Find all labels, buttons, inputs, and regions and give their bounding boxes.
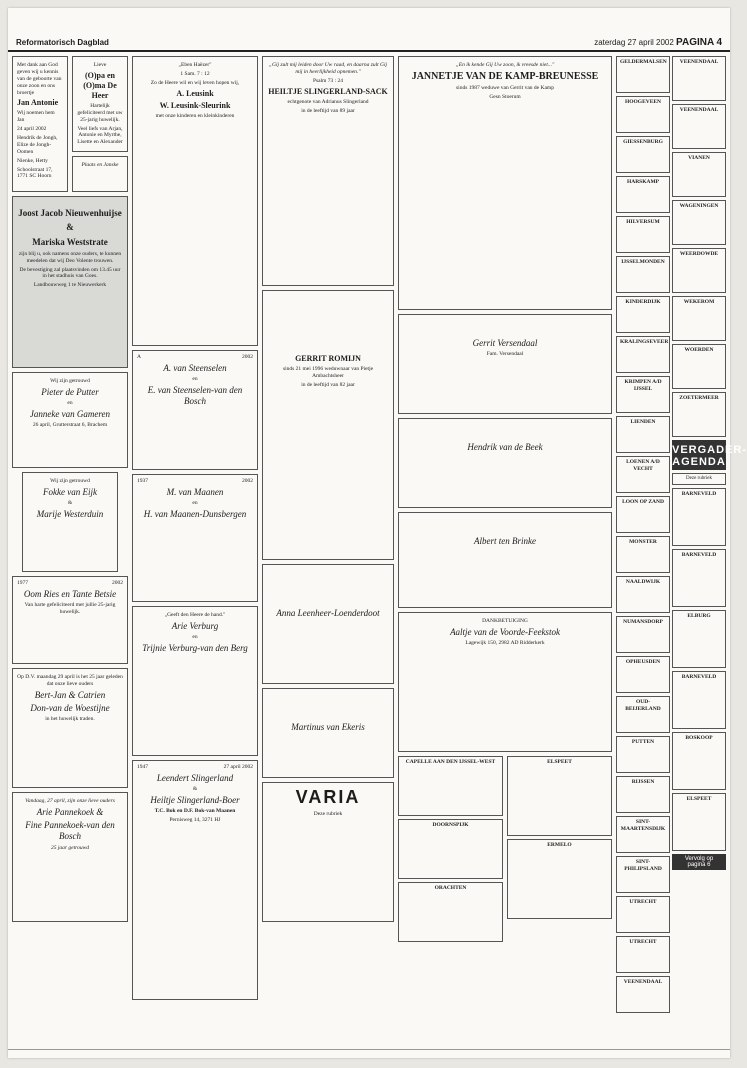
- page-header: [8, 8, 730, 52]
- birth-name: Jan Antonie: [17, 98, 59, 108]
- steensel-year-right: 2002: [242, 354, 253, 360]
- beek-name: Hendrik van de Beek: [467, 442, 543, 452]
- church-col6-top-item-name: WAGENINGEN: [679, 203, 719, 209]
- church-col6-top-item: [672, 200, 726, 245]
- maanen-announcement: [132, 474, 258, 602]
- column-4: [398, 56, 612, 1054]
- church-col6-top-item-name: WOERDEN: [684, 347, 714, 353]
- church-col6-top-item: [672, 56, 726, 101]
- col4-church-left: [398, 756, 503, 945]
- bride-name: Mariska Weststrate: [32, 236, 108, 247]
- leusink-name2: W. Leusink-Sleurink: [159, 100, 231, 110]
- birth-date: 24 april 2002: [17, 126, 47, 133]
- church-col5-item-name: OUD-BEIJERLAND: [625, 699, 661, 712]
- ampersand: &: [66, 222, 74, 233]
- church-col5-item-name: SINT-MAARTENSDIJK: [620, 819, 666, 832]
- church-col5-item-name: HILVERSUM: [626, 219, 660, 225]
- agenda-line2: AGENDA: [672, 456, 726, 468]
- slingerland-year-right: 27 april 2002: [223, 764, 253, 770]
- ebenhaezer-ref: 1 Sam. 7 : 12: [180, 70, 210, 77]
- church-col6-top-item: [672, 296, 726, 341]
- leusink-name1: A. Leusink: [176, 88, 214, 98]
- bert-name2: Don-van de Woestijne: [30, 703, 110, 713]
- church-col5-item: [616, 176, 670, 213]
- groom-name: Joost Jacob Nieuwenhuijse: [18, 208, 122, 218]
- steensel-name1: A. van Steenselen: [163, 362, 227, 373]
- lieve-announcement: [72, 56, 128, 152]
- versendaal-sig: Fam. Versendaal: [486, 351, 524, 358]
- bert-intro: Op D.V. maandag 29 april is het 25 jaar geleden dat onze lieve ouders: [17, 674, 123, 687]
- church-col5-item-name: UTRECHT: [629, 939, 657, 945]
- lieve-from: Veel liefs van Arjan, Antonie en Myrthe, Lisette en Alexander: [77, 125, 123, 146]
- church-col6-bottom-item: [672, 671, 726, 729]
- church-list-col5: [616, 56, 670, 1013]
- church-col5-item-name: NAALDWIJK: [625, 579, 661, 585]
- church-col5-item: [616, 656, 670, 693]
- maanen-name2: H. van Maanen-Dunsbergen: [143, 509, 247, 519]
- fokke-name2: Marije Westerduin: [36, 509, 104, 519]
- church-ermelo-name: ERMELO: [547, 842, 572, 848]
- church-orachten: [398, 882, 503, 942]
- church-ermelo: [507, 839, 612, 919]
- church-list-col6-bottom: [672, 488, 726, 851]
- church-col5-item: [616, 96, 670, 133]
- fokke-intro: Wij zijn getrouwd: [50, 478, 90, 484]
- church-col6-bottom-item-name: ELSPEET: [686, 796, 712, 803]
- church-col5-item: [616, 976, 670, 1013]
- church-col6-top-item-name: WEKEROM: [683, 299, 715, 305]
- continued-on-page: Vervolg op pagina 6: [672, 854, 726, 870]
- death-notice-loenderdoot: [262, 564, 394, 684]
- date-line: zaterdag 27 april 2002: [594, 38, 674, 47]
- arie-name1: Arie Pannekoek &: [36, 806, 104, 817]
- church-col5-item: [616, 776, 670, 813]
- verburg-en: en: [192, 634, 198, 641]
- maanen-year-left: 1937: [137, 478, 148, 484]
- steensel-en: en: [192, 376, 198, 383]
- newspaper-page: [8, 8, 747, 1058]
- death-notice-sack: [262, 56, 394, 286]
- death-notice-breunesse: [398, 56, 612, 310]
- church-col5-item-name: SINT-PHILIPSLAND: [624, 859, 662, 872]
- varia-title: VARIA: [295, 787, 361, 807]
- verburg-quote: „Geeft den Heere de hand.": [164, 612, 226, 618]
- death3-title: Anna Leenheer-Loenderdoot: [276, 608, 380, 618]
- church-col5-item: [616, 376, 670, 413]
- church-col6-top-item-name: VIANEN: [688, 155, 710, 161]
- church-col6-bottom-item-name: ELBURG: [687, 613, 711, 620]
- church-col5-item-name: HOOGEVEEN: [624, 99, 662, 105]
- church-col5-item: [616, 536, 670, 573]
- church-col5-item: [616, 216, 670, 253]
- church-col5-item-name: HARSKAMP: [626, 179, 660, 185]
- church-col6-top-item: [672, 248, 726, 293]
- church-col6-bottom-item: [672, 488, 726, 546]
- church-col5-item-name: VEENENDAAL: [623, 979, 663, 985]
- oom-text: Van harte gefeliciteerd met jullie 25-jarig huwelijk.: [24, 602, 116, 615]
- slingerland-from: T.C. Bok en D.F. Bok-van Maanen: [154, 808, 236, 815]
- church-col5-item-name: LIENDEN: [630, 419, 656, 425]
- church-col6-top-item: [672, 392, 726, 437]
- verburg-announcement: [132, 606, 258, 756]
- church-col6-top-item-name: VEENENDAAL: [679, 59, 719, 65]
- column-6: [672, 56, 747, 1054]
- church-col6-top-item: [672, 104, 726, 149]
- church-col5-item-name: KRIMPEN A/D IJSSEL: [624, 379, 662, 392]
- church-col5-item-name: PUTTEN: [631, 739, 655, 745]
- death4-title: Martinus van Ekeris: [291, 722, 365, 732]
- pieter-name2: Janneke van Gameren: [29, 409, 111, 419]
- church-col5-item-name: MONSTER: [629, 539, 657, 545]
- steensel-name2: E. van Steenselen-van den Bosch: [147, 385, 243, 407]
- column-1: [12, 56, 128, 1054]
- pieter-en: en: [67, 400, 73, 407]
- church-col5-item-name: GELDERMALSEN: [620, 59, 667, 65]
- breunesse-title: JANNETJE VAN DE KAMP-BREUNESSE: [411, 70, 599, 82]
- column-5: [616, 56, 670, 1054]
- birth-children: Nienke, Hetty: [17, 157, 48, 164]
- church-col5-item-name: OPHEUSDEN: [625, 659, 661, 665]
- breunesse-quote: „En ik kende Gij Uw zoon, ik vreesde niet...": [455, 62, 555, 68]
- leusink-text: met onze kinderen en kleinkinderen: [155, 112, 235, 119]
- church-col6-top-item-name: WEERDOWDE: [679, 251, 719, 257]
- leusink-announcement: [132, 56, 258, 346]
- oom-year-left: 1977: [17, 580, 28, 586]
- column-2: [132, 56, 258, 1054]
- arie-years: 25 jaar getrouwd: [51, 844, 89, 851]
- brinke-notice: [398, 512, 612, 608]
- page-label: PAGINA: [676, 37, 715, 48]
- church-col6-bottom-item: [672, 610, 726, 668]
- fokke-announcement: [22, 472, 118, 572]
- newspaper-name: Reformatorisch Dagblad: [16, 38, 109, 47]
- bert-announcement: [12, 668, 128, 788]
- church-col5-item: [616, 136, 670, 173]
- pieter-announcement: [12, 372, 128, 468]
- slingerland-year-left: 1947: [137, 764, 148, 770]
- agenda-line1: VERGADER-: [672, 444, 747, 456]
- ebenhaezer: „Eben Haëzer": [178, 62, 212, 68]
- church-col5-item-name: GIESSENBURG: [623, 139, 663, 145]
- church-col5-item: [616, 936, 670, 973]
- lieve-name: (O)pa en (O)ma De Heer: [83, 70, 117, 100]
- church-orachten-name: ORACHTEN: [434, 885, 467, 891]
- pieter-intro: Wij zijn getrouwd: [50, 378, 90, 384]
- janske-label: Plaats en Janske: [81, 162, 119, 168]
- church-capelle-name: CAPELLE AAN DEN IJSSEL-WEST: [405, 759, 496, 765]
- pieter-name1: Pieter de Putter: [41, 386, 99, 397]
- church-col5-item-name: IJSSELMONDEN: [621, 259, 665, 265]
- church-col5-item-name: LOON OP ZAND: [622, 499, 664, 505]
- church-col5-item: [616, 736, 670, 773]
- wedding-date: De bevestiging zal plaatsvinden om 13.45 uur in het stadhuis van Goes.: [19, 266, 121, 280]
- col4-church-right: [507, 756, 612, 945]
- wedding-address: Landbouwweg 1 te Nieuwerkerk: [33, 282, 107, 289]
- church-col6-bottom-item-name: BOSKOOP: [685, 735, 713, 742]
- church-col5-item: [616, 856, 670, 893]
- slingerland-name1: Leendert Slingerland: [156, 772, 234, 783]
- church-col5-item: [616, 816, 670, 853]
- birth-sub: Wij noemen hem Jan: [17, 110, 55, 124]
- church-col5-item-name: LOENEN A/D VECHT: [626, 459, 660, 472]
- church-list-col6-top: [672, 56, 726, 437]
- janske-announcement: [72, 156, 128, 192]
- death1-quote: „Gij zult mij leiden door Uw raad, en daarna zult Gij mij in heerlijkheid opnemen.": [268, 62, 388, 75]
- col4-church-row: [398, 756, 612, 945]
- column-3: [262, 56, 394, 1054]
- death1-sub: echtgenote van Adrianus Slingerland: [287, 98, 369, 105]
- church-col6-top-item-name: ZOETERMEER: [679, 395, 719, 401]
- church-col6-bottom-item: [672, 549, 726, 607]
- church-doornspijk-name: DOORNSPIJK: [432, 822, 469, 828]
- church-col5-item: [616, 56, 670, 93]
- death1-age: in de leeftijd van 89 jaar: [301, 107, 355, 114]
- lieve-text: Hartelijk gefeliciteerd met uw 25-jarig huwelijk.: [77, 102, 123, 123]
- arie-intro: Vandaag, 27 april, zijn onze lieve ouders: [25, 798, 115, 804]
- steensel-years: [137, 354, 253, 361]
- church-col6-bottom-item-name: BARNEVELD: [681, 491, 717, 498]
- page-number: 4: [716, 37, 722, 48]
- oom-years: [17, 580, 123, 587]
- church-col5-item: [616, 576, 670, 613]
- versendaal-name: Gerrit Versendaal: [472, 338, 538, 348]
- church-col5-item: [616, 416, 670, 453]
- death2-age: in de leeftijd van 82 jaar: [301, 381, 355, 388]
- wedding-announcement-large: [12, 196, 128, 368]
- arie-name2: Fine Pannekoek-van den Bosch: [25, 820, 115, 842]
- birth-text: Met dank aan God geven wij u kennis van de geboorte van onze zoon en ons broertje: [17, 62, 62, 96]
- varia-block: [262, 782, 394, 922]
- church-col6-top-item: [672, 152, 726, 197]
- death2-sub: sinds 21 mei 1996 weduwnaar van Pietje Ambachtsheer: [282, 366, 374, 379]
- church-col5-item: [616, 296, 670, 333]
- church-elspeet: [507, 756, 612, 836]
- birth-announcement: [12, 56, 68, 192]
- thanks-heading: DANKBETUIGING: [482, 618, 528, 624]
- slingerland-announcement: [132, 760, 258, 1000]
- lieve-title: Lieve: [93, 62, 107, 68]
- beek-notice: [398, 418, 612, 508]
- church-col5-item: [616, 496, 670, 533]
- church-col6-bottom-item: [672, 793, 726, 851]
- verburg-name2: Trijnie Verburg-van den Berg: [142, 643, 248, 653]
- church-capelle: [398, 756, 503, 816]
- church-col6-bottom-item-name: BARNEVELD: [681, 552, 717, 559]
- death1-quote-ref: Psalm 73 : 24: [312, 77, 344, 84]
- breunesse-sub: sinds 1987 weduwe van Gerrit van de Kamp: [456, 85, 554, 92]
- church-col5-item-name: NUMANSDORP: [623, 619, 663, 625]
- page-footer: [8, 1049, 730, 1058]
- lieve-stack: [72, 56, 128, 196]
- maanen-name1: M. van Maanen: [166, 486, 224, 497]
- church-col5-item: [616, 336, 670, 373]
- agenda-banner: [672, 440, 747, 470]
- brinke-name: Albert ten Brinke: [474, 536, 536, 546]
- oom-year-right: 2002: [112, 580, 123, 586]
- birth-parents: Hendrik de Jongh, Elize de Jongh-Oomen: [17, 135, 58, 155]
- birth-address: Schoolstraat 17, 1771 SC Hoorn: [17, 166, 53, 180]
- death-notice-ekeris: [262, 688, 394, 778]
- maanen-en: en: [192, 500, 198, 507]
- oom-announcement: [12, 576, 128, 664]
- slingerland-amp: &: [192, 786, 198, 793]
- church-doornspijk: [398, 819, 503, 879]
- church-elspeet-name: ELSPEET: [547, 759, 572, 765]
- slingerland-name2: Heiltje Slingerland-Boer: [150, 795, 240, 805]
- death-notice-romijn: [262, 290, 394, 560]
- birth-row: [12, 56, 128, 196]
- church-col5-item-name: UTRECHT: [629, 899, 657, 905]
- versendaal-notice: [398, 314, 612, 414]
- maanen-year-right: 2002: [242, 478, 253, 484]
- church-col6-bottom-item-name: BARNEVELD: [681, 674, 717, 681]
- church-col5-item: [616, 696, 670, 733]
- varia-sub: Deze rubriek: [313, 810, 343, 817]
- church-col6-bottom-item: [672, 732, 726, 790]
- steensel-announcement: [132, 350, 258, 470]
- thanks-notice: [398, 612, 612, 752]
- church-col5-item-name: KINDERDIJK: [625, 299, 661, 305]
- slingerland-years: [137, 764, 253, 771]
- church-col5-item-name: KRALINGSEVEER: [620, 339, 669, 345]
- death1-title: HEILTJE SLINGERLAND-SACK: [268, 86, 388, 96]
- fokke-name1: Fokke van Eijk: [43, 486, 97, 497]
- arie-announcement: [12, 792, 128, 922]
- church-col6-top-item: [672, 344, 726, 389]
- breunesse-place: Gesn Stoerum: [489, 94, 521, 101]
- church-col6-top-item-name: VEENENDAAL: [679, 107, 719, 113]
- church-col5-item-name: RIJSSEN: [631, 779, 655, 785]
- church-col5-item: [616, 456, 670, 493]
- bert-name1: Bert-Jan & Catrien: [34, 689, 106, 700]
- church-col5-item: [616, 616, 670, 653]
- oom-name: Oom Ries en Tante Betsie: [23, 588, 117, 599]
- steensel-year-left: A: [137, 354, 141, 360]
- leusink-intro: Zo de Heere wil en wij leven hopen wij,: [150, 79, 240, 86]
- church-col5-item: [616, 896, 670, 933]
- verburg-name1: Arie Verburg: [171, 620, 219, 631]
- page-date: [594, 37, 722, 48]
- maanen-years: [137, 478, 253, 485]
- pieter-date: 26 april, Grutterstraat 6, Brachem: [32, 422, 108, 429]
- church-col5-item: [616, 256, 670, 293]
- voorde-name: Aaltje van de Voorde-Feekstok: [450, 626, 560, 637]
- agenda-sub: Deze rubriek: [672, 473, 726, 485]
- slingerland-place: Pernisweg 14, 3271 HJ: [169, 817, 221, 824]
- bert-text: in het huwelijk traden.: [45, 716, 95, 723]
- wedding-text: zijn blij u, ook namens onze ouders, te kunnen meedelen dat wij Deo Volente trouwen.: [18, 250, 122, 264]
- place-bottom: Lagewijk 150, 2982 AD Ridderkerk: [465, 640, 545, 647]
- death2-title: GERRIT ROMIJN: [295, 354, 361, 363]
- fokke-en: &: [67, 500, 73, 507]
